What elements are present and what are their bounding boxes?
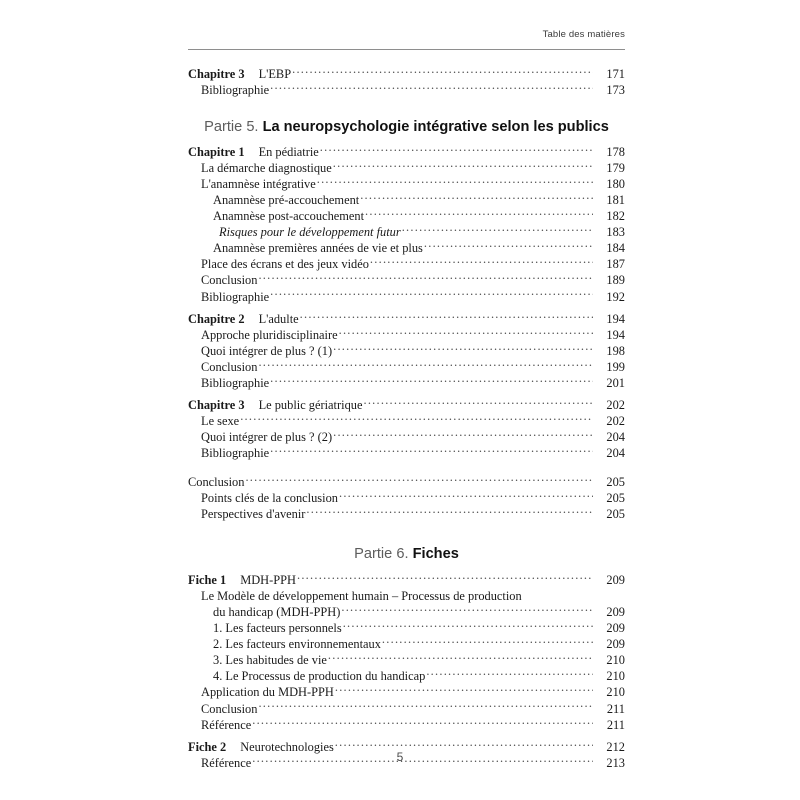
entry-title: Le sexe: [201, 413, 240, 428]
toc-entry[interactable]: [188, 429, 625, 445]
toc-entry[interactable]: [188, 445, 625, 461]
part-number: Partie 6.: [354, 546, 409, 563]
toc-entry[interactable]: [188, 413, 625, 429]
toc-group-conclusion: [188, 474, 625, 522]
dot-leader: [317, 176, 593, 188]
toc-entry[interactable]: [188, 343, 625, 359]
page-number[interactable]: 209: [606, 573, 625, 588]
page-number[interactable]: 211: [606, 701, 625, 716]
page-number[interactable]: 182: [606, 209, 625, 224]
toc-entry[interactable]: [188, 490, 625, 506]
page-number[interactable]: 205: [606, 507, 625, 522]
toc-entry[interactable]: [188, 327, 625, 343]
toc-entry[interactable]: [188, 289, 625, 305]
toc-entry-chapter[interactable]: [188, 66, 625, 82]
toc-entry[interactable]: [188, 256, 625, 272]
page-number[interactable]: 209: [606, 605, 625, 620]
entry-title: Approche pluridisciplinaire: [201, 327, 338, 342]
entry-title: 2. Les facteurs environnementaux: [213, 637, 381, 652]
dot-leader: [343, 620, 593, 632]
table-of-contents: [188, 66, 625, 771]
dot-leader: [240, 413, 593, 425]
part-title: Fiches: [412, 546, 459, 563]
entry-title-line2: du handicap (MDH-PPH): [213, 605, 341, 620]
entry-title: Risques pour le développement futur: [219, 225, 401, 240]
toc-entry-wrapped-line2[interactable]: [188, 604, 625, 620]
page-number[interactable]: 209: [606, 621, 625, 636]
part-number: Partie 5.: [204, 119, 259, 136]
entry-title: Bibliographie: [201, 445, 270, 460]
page-number[interactable]: 199: [606, 359, 625, 374]
page-number[interactable]: 187: [606, 257, 625, 272]
dot-leader: [292, 66, 593, 78]
page-number[interactable]: 211: [606, 717, 625, 732]
entry-title: Place des écrans et des jeux vidéo: [201, 257, 369, 272]
entry-title: Référence: [201, 717, 252, 732]
dot-leader: [306, 506, 593, 518]
dot-leader: [333, 343, 593, 355]
page-number[interactable]: 213: [606, 755, 625, 770]
entry-title: L'anamnèse intégrative: [201, 177, 316, 192]
toc-group-top: [188, 66, 625, 98]
page-number[interactable]: 210: [606, 669, 625, 684]
page-number[interactable]: 198: [606, 343, 625, 358]
toc-entry[interactable]: [188, 701, 625, 717]
dot-leader: [245, 474, 593, 486]
dot-leader: [252, 717, 593, 729]
chapter-number: Fiche 2: [188, 739, 227, 754]
page-number[interactable]: 204: [606, 445, 625, 460]
entry-title: Anamnèse pré-accouchement: [213, 193, 360, 208]
entry-title: Neurotechnologies: [240, 739, 334, 754]
dot-leader: [426, 668, 593, 680]
dot-leader: [270, 82, 593, 94]
dot-leader: [328, 652, 593, 664]
entry-title: MDH-PPH: [240, 573, 296, 588]
page-number[interactable]: 173: [606, 83, 625, 98]
dot-leader: [270, 445, 593, 457]
page-number[interactable]: 189: [606, 273, 625, 288]
entry-title: Conclusion: [201, 359, 258, 374]
page-number[interactable]: 201: [606, 375, 625, 390]
toc-entry[interactable]: [188, 160, 625, 176]
entry-title: Bibliographie: [201, 375, 270, 390]
toc-group-part5: [188, 144, 625, 461]
dot-leader: [360, 192, 593, 204]
part-heading-5: [188, 119, 625, 135]
toc-entry[interactable]: [188, 82, 625, 98]
page-number[interactable]: 192: [606, 289, 625, 304]
page-number[interactable]: 204: [606, 429, 625, 444]
dot-leader: [333, 160, 593, 172]
dot-leader: [339, 490, 593, 502]
toc-entry[interactable]: [188, 208, 625, 224]
dot-leader: [402, 224, 593, 236]
toc-entry-section[interactable]: [188, 474, 625, 490]
page-number[interactable]: 202: [606, 413, 625, 428]
toc-entry-chapter[interactable]: [188, 397, 625, 413]
dot-leader: [297, 572, 593, 584]
toc-entry[interactable]: [188, 375, 625, 391]
dot-leader: [424, 240, 593, 252]
page-number[interactable]: 205: [606, 491, 625, 506]
entry-title: Quoi intégrer de plus ? (1): [201, 343, 333, 358]
toc-entry-chapter[interactable]: [188, 311, 625, 327]
toc-entry[interactable]: [188, 192, 625, 208]
page-number[interactable]: 184: [606, 241, 625, 256]
toc-entry-chapter[interactable]: [188, 144, 625, 160]
entry-title-line1: Le Modèle de développement humain – Processus de production: [201, 589, 522, 604]
dot-leader: [339, 327, 593, 339]
page-number[interactable]: 202: [606, 397, 625, 412]
toc-entry[interactable]: [188, 240, 625, 256]
entry-title: 4. Le Processus de production du handicap: [213, 669, 426, 684]
dot-leader: [320, 144, 593, 156]
toc-entry[interactable]: [188, 620, 625, 636]
dot-leader: [270, 289, 593, 301]
dot-leader: [258, 701, 593, 713]
dot-leader: [382, 636, 593, 648]
entry-title: Conclusion: [201, 273, 258, 288]
entry-title: Bibliographie: [201, 289, 270, 304]
toc-entry[interactable]: [188, 684, 625, 700]
folio-page-number: 5: [396, 750, 404, 764]
toc-entry-wrapped-line1: [188, 588, 625, 604]
entry-title: Anamnèse premières années de vie et plus: [213, 241, 423, 256]
page-number[interactable]: 194: [606, 327, 625, 342]
toc-entry[interactable]: [188, 717, 625, 733]
entry-title: L'EBP: [258, 67, 292, 81]
toc-entry[interactable]: [188, 272, 625, 288]
entry-title: Quoi intégrer de plus ? (2): [201, 429, 333, 444]
dot-leader: [335, 684, 593, 696]
entry-title: Bibliographie: [201, 83, 270, 98]
dot-leader: [270, 375, 593, 387]
page-number[interactable]: 194: [606, 311, 625, 326]
entry-title: Application du MDH-PPH: [201, 685, 334, 700]
page-number[interactable]: 205: [606, 474, 625, 489]
dot-leader: [333, 429, 593, 441]
chapter-number: Fiche 1: [188, 573, 227, 588]
dot-leader: [300, 311, 593, 323]
toc-entry[interactable]: [188, 652, 625, 668]
page-number[interactable]: 183: [606, 225, 625, 240]
toc-entry[interactable]: [188, 359, 625, 375]
dot-leader: [363, 397, 593, 409]
page-number[interactable]: 210: [606, 653, 625, 668]
entry-title: La démarche diagnostique: [201, 161, 332, 176]
toc-entry-chapter[interactable]: [188, 572, 625, 588]
entry-title: Conclusion: [188, 474, 245, 489]
entry-title: En pédiatrie: [258, 145, 319, 160]
dot-leader: [335, 739, 593, 751]
entry-title: Conclusion: [201, 701, 258, 716]
page-number[interactable]: 212: [606, 739, 625, 754]
dot-leader: [341, 604, 593, 616]
entry-title: Points clés de la conclusion: [201, 491, 338, 506]
part-heading-6: [188, 546, 625, 562]
toc-group-part6: [188, 572, 625, 771]
chapter-number: Chapitre 2: [188, 311, 245, 326]
toc-entry-italic[interactable]: [188, 224, 625, 240]
dot-leader: [370, 256, 593, 268]
page-number[interactable]: 210: [606, 685, 625, 700]
entry-title: L'adulte: [258, 311, 299, 326]
chapter-number: Chapitre 3: [188, 67, 245, 81]
part-title: La neuropsychologie intégrative selon les publics: [262, 119, 609, 136]
page-number[interactable]: 171: [606, 67, 625, 81]
running-head: Table des matières: [542, 29, 625, 40]
page-number[interactable]: 179: [606, 161, 625, 176]
entry-title: 1. Les facteurs personnels: [213, 621, 342, 636]
entry-title: Le public gériatrique: [258, 397, 363, 412]
dot-leader: [258, 272, 593, 284]
entry-title: 3. Les habitudes de vie: [213, 653, 327, 668]
dot-leader: [365, 208, 593, 220]
dot-leader: [258, 359, 593, 371]
chapter-number: Chapitre 3: [188, 397, 245, 412]
page-number[interactable]: 181: [606, 193, 625, 208]
toc-entry[interactable]: [188, 636, 625, 652]
chapter-number: Chapitre 1: [188, 145, 245, 160]
toc-entry[interactable]: [188, 506, 625, 522]
entry-title: Anamnèse post-accouchement: [213, 209, 365, 224]
page-number[interactable]: 209: [606, 637, 625, 652]
toc-entry[interactable]: [188, 176, 625, 192]
page-number[interactable]: 180: [606, 177, 625, 192]
toc-entry[interactable]: [188, 668, 625, 684]
entry-title: Perspectives d'avenir: [201, 507, 306, 522]
entry-title: Référence: [201, 755, 252, 770]
page-number[interactable]: 178: [606, 145, 625, 160]
header-rule: [188, 49, 625, 50]
